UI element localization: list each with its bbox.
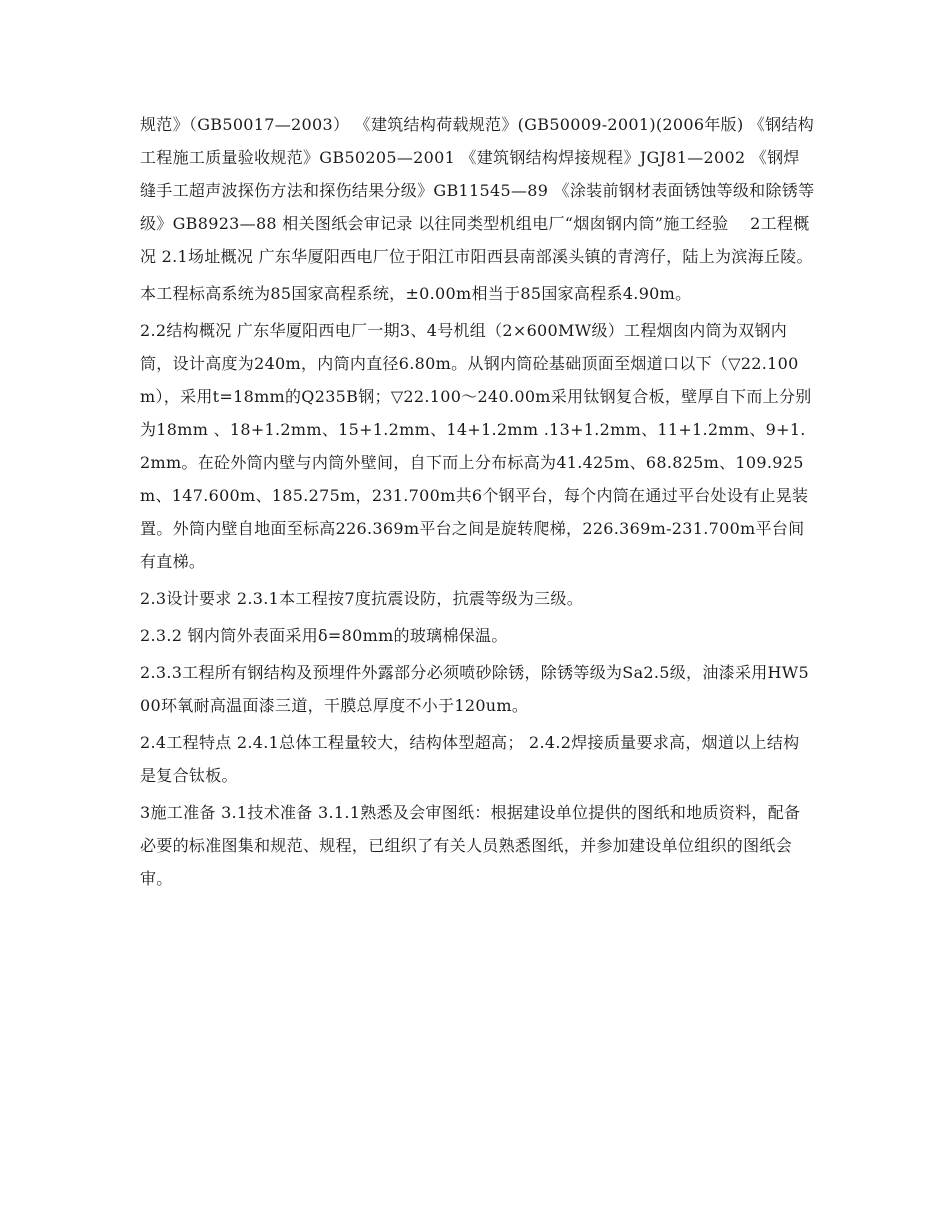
paragraph-coating: 2.3.3工程所有钢结构及预埋件外露部分必须喷砂除锈，除锈等级为Sa2.5级，油漆采用HW500环氧耐高温面漆三道，干膜总厚度不小于120um。: [140, 663, 810, 715]
paragraph-construction-preparation: 3施工准备 3.1技术准备 3.1.1熟悉及会审图纸：根据建设单位提供的图纸和地质资料，配备必要的标准图集和规范、规程，已组织了有关人员熟悉图纸，并参加建设单位组织的图纸会审。: [140, 803, 801, 888]
paragraph-elevation-system: 本工程标高系统为85国家高程系统，±0.00m相当于85国家高程系4.90m。: [140, 284, 692, 303]
paragraph-project-features: 2.4工程特点 2.4.1总体工程量较大，结构体型超高； 2.4.2焊接质量要求高，烟道以上结构是复合钛板。: [140, 733, 800, 785]
paragraph-standards-and-site-overview: 规范》（GB50017—2003） 《建筑结构荷载规范》(GB50009-2001)(2006年版) 《钢结构工程施工质量验收规范》GB50205—2001 《建筑钢结构焊接规程》JGJ81—2002 《钢焊缝手工超声波探伤方法和探伤结果分级》GB11545—89 《涂装前钢材表面锈蚀等级和除锈等级》GB8923—88 相关图纸会审记录 以往同类型机组电厂“烟囱钢内筒”施工经验 2工程概况 2.1场址概况 广东华厦阳西电厂位于阳江市阳西县南部溪头镇的青湾仔，陆上为滨海丘陵。: [140, 115, 815, 266]
document-body: [140, 108, 815, 899]
paragraph-structure-overview: 2.2结构概况 广东华厦阳西电厂一期3、4号机组（2×600MW级）工程烟囱内筒为双钢内筒，设计高度为240m，内筒内直径6.80m。从钢内筒砼基础顶面至烟道口以下（▽22.100m），采用t=18mm的Q235B钢；▽22.100～240.00m采用钛钢复合板，壁厚自下而上分别为18mm 、18+1.2mm、15+1.2mm、14+1.2mm .13+1.2mm、11+1.2mm、9+1.2mm。在砼外筒内壁与内筒外壁间，自下而上分布标高为41.425m、68.825m、109.925m、147.600m、185.275m，231.700m共6个钢平台，每个内筒在通过平台处设有止晃装置。外筒内壁自地面至标高226.369m平台之间是旋转爬梯，226.369m-231.700m平台间有直梯。: [140, 321, 812, 571]
paragraph-insulation: 2.3.2 钢内筒外表面采用δ=80mm的玻璃棉保温。: [140, 626, 508, 645]
paragraph-design-requirements: 2.3设计要求 2.3.1本工程按7度抗震设防，抗震等级为三级。: [140, 589, 584, 608]
